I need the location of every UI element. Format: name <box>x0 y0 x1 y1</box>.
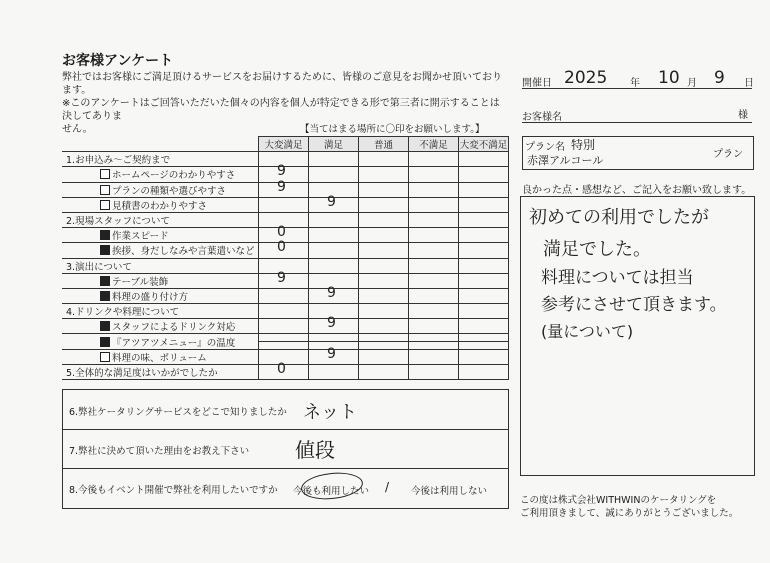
rating-cell[interactable] <box>359 152 409 167</box>
handwritten-mark: 9 <box>327 315 336 332</box>
rating-table <box>62 136 509 380</box>
form-title: お客様アンケート <box>62 53 174 69</box>
rating-cell[interactable] <box>259 288 309 303</box>
rating-row-text: 料理の味、ボリューム <box>112 352 207 364</box>
rating-row-text: 3.演出について <box>66 261 132 273</box>
intro-line-3: せん。 <box>62 124 93 135</box>
rating-row-label <box>62 364 259 379</box>
plan-label: プラン名 <box>525 142 565 153</box>
rating-row-text: 4.ドリンクや料理について <box>66 307 180 319</box>
rating-header: 大変不満足 <box>459 137 509 152</box>
rating-cell[interactable] <box>309 315 359 334</box>
rating-cell[interactable] <box>259 178 309 197</box>
rating-row-label <box>62 273 259 288</box>
rating-cell[interactable] <box>359 197 409 212</box>
rating-row-label <box>62 288 259 303</box>
checkbox-icon <box>100 245 110 255</box>
rating-cell[interactable] <box>459 349 509 364</box>
month-unit: 月 <box>687 78 697 89</box>
day-unit: 日 <box>744 78 754 89</box>
rating-cell[interactable] <box>459 319 509 334</box>
rating-row-label <box>62 334 259 349</box>
rating-header: 満足 <box>309 137 359 152</box>
checkbox-icon <box>100 185 110 195</box>
rating-row-text: テーブル装飾 <box>112 276 169 288</box>
rating-cell[interactable] <box>309 152 359 167</box>
rating-cell[interactable] <box>309 228 359 243</box>
year-unit: 年 <box>630 78 640 89</box>
rating-cell[interactable] <box>309 167 359 182</box>
rating-cell[interactable] <box>359 334 409 349</box>
date-day[interactable]: 9 <box>714 68 725 88</box>
checkbox-icon <box>100 200 110 210</box>
rating-cell[interactable] <box>309 284 359 303</box>
date-field <box>522 68 754 89</box>
question-7-answer[interactable]: 値段 <box>295 438 335 462</box>
rating-cell[interactable] <box>459 167 509 182</box>
strike-line <box>409 341 458 342</box>
rating-cell[interactable] <box>359 273 409 288</box>
rating-row-text: スタッフによるドリンク対応 <box>112 322 236 334</box>
rating-cell[interactable] <box>409 243 459 258</box>
strike-line <box>359 341 408 342</box>
rating-row-text: 『アツアツメニュー』の温度 <box>112 337 236 349</box>
rating-row-label <box>62 167 259 182</box>
rating-cell[interactable] <box>409 288 459 303</box>
rating-item-row <box>62 197 509 212</box>
checkbox-icon <box>100 337 110 347</box>
rating-section-row <box>62 304 509 319</box>
comments-box[interactable] <box>520 196 755 476</box>
rating-row-label <box>62 319 259 334</box>
rating-cell[interactable] <box>459 273 509 288</box>
rating-cell[interactable] <box>409 212 459 227</box>
rating-cell[interactable] <box>309 258 359 273</box>
rating-section-row <box>62 364 509 379</box>
handwritten-mark: 9 <box>277 163 286 180</box>
question-6-answer[interactable]: ネット <box>303 402 357 423</box>
rating-cell[interactable] <box>409 182 459 197</box>
strike-line <box>309 341 358 342</box>
rating-cell[interactable] <box>459 152 509 167</box>
rating-cell[interactable] <box>359 319 409 334</box>
handwritten-mark: 9 <box>327 284 336 301</box>
rating-row-label <box>62 197 259 212</box>
rating-cell[interactable] <box>359 258 409 273</box>
rating-cell[interactable] <box>409 197 459 212</box>
rating-cell[interactable] <box>459 212 509 227</box>
rating-cell[interactable] <box>409 334 459 349</box>
rating-row-text: プランの種類や選びやすさ <box>112 185 227 197</box>
rating-cell[interactable] <box>309 243 359 258</box>
rating-header-row <box>62 137 509 152</box>
rating-cell[interactable] <box>309 212 359 227</box>
rating-cell[interactable] <box>309 364 359 379</box>
question-8-label: 8.今後もイベント開催で弊社を利用したいですか <box>69 485 278 496</box>
checkbox-icon <box>100 276 110 286</box>
rating-cell[interactable] <box>359 304 409 319</box>
rating-header: 大変満足 <box>259 137 309 152</box>
comment-line: 満足でした。 <box>543 239 651 260</box>
customer-name-field[interactable] <box>522 108 752 123</box>
option-separator: / <box>385 480 390 494</box>
rating-cell[interactable] <box>359 228 409 243</box>
rating-row-text: 見積書のわかりやすさ <box>112 200 208 212</box>
rating-cell[interactable] <box>459 304 509 319</box>
rating-cell[interactable] <box>409 349 459 364</box>
rating-cell[interactable] <box>409 273 459 288</box>
rating-row-label <box>62 243 259 258</box>
handwritten-mark: 9 <box>327 193 336 210</box>
plan-field[interactable] <box>522 136 754 170</box>
rating-row-label <box>62 212 259 227</box>
plan-suffix: プラン <box>713 149 743 160</box>
checkbox-icon <box>100 291 110 301</box>
rating-cell[interactable] <box>259 319 309 334</box>
rating-cell[interactable] <box>259 304 309 319</box>
questions-box <box>62 389 509 509</box>
rating-row-label <box>62 228 259 243</box>
rating-cell[interactable] <box>359 349 409 364</box>
rating-row-label <box>62 304 259 319</box>
rating-row-text: 1.お申込み～ご契約まで <box>66 155 171 167</box>
customer-suffix: 様 <box>738 110 748 121</box>
question-7-label: 7.弊社に決めて頂いた理由をお教え下さい <box>69 446 250 457</box>
handwritten-mark: 0 <box>277 360 286 377</box>
rating-cell[interactable] <box>459 197 509 212</box>
option-continue-use[interactable]: 今後も利用したい <box>293 486 370 497</box>
rating-cell[interactable] <box>409 304 459 319</box>
rating-cell[interactable] <box>259 239 309 258</box>
rating-cell[interactable] <box>309 193 359 212</box>
rating-cell[interactable] <box>459 364 509 379</box>
rating-cell[interactable] <box>259 269 309 288</box>
rating-cell[interactable] <box>459 258 509 273</box>
rating-cell[interactable] <box>359 288 409 303</box>
checkbox-icon <box>100 321 110 331</box>
customer-label: お客様名 <box>522 112 562 123</box>
handwritten-mark: 9 <box>327 345 336 362</box>
handwritten-mark: 0 <box>277 224 286 241</box>
rating-item-row <box>62 273 509 288</box>
comments-label: 良かった点・感想など、ご記入をお願い致します。 <box>522 185 752 196</box>
rating-cell[interactable] <box>359 182 409 197</box>
option-stop-use[interactable]: 今後は利用しない <box>411 486 488 497</box>
rating-cell[interactable] <box>259 360 309 379</box>
rating-cell[interactable] <box>459 288 509 303</box>
rating-cell[interactable] <box>409 228 459 243</box>
rating-item-row <box>62 182 509 197</box>
rating-row-text: 2.現場スタッフについて <box>66 216 170 228</box>
question-8-row <box>63 468 508 508</box>
rating-item-row <box>62 334 509 349</box>
strike-line <box>259 341 308 342</box>
handwritten-mark: 9 <box>277 178 286 195</box>
plan-value-line2: 赤澤アルコール <box>527 154 604 167</box>
instruction-note: 【当てはまる場所に〇印をお願いします。】 <box>300 124 485 135</box>
rating-cell[interactable] <box>459 228 509 243</box>
question-6-label: 6.弊社ケータリングサービスをどこで知りましたか <box>69 407 287 418</box>
rating-cell[interactable] <box>409 152 459 167</box>
date-label: 開催日 <box>522 78 552 89</box>
rating-cell[interactable] <box>259 197 309 212</box>
rating-row-text: 挨拶、身だしなみや言葉遣いなど <box>112 246 255 258</box>
handwritten-mark: 9 <box>277 269 286 286</box>
rating-cell[interactable] <box>359 364 409 379</box>
date-month[interactable]: 10 <box>658 68 680 88</box>
thanks-message <box>520 494 760 520</box>
thanks-line-1: この度は株式会社WITHWINのケータリングを <box>520 495 717 506</box>
comment-line: 参考にさせて頂きます。 <box>541 295 727 315</box>
strike-line <box>459 341 508 342</box>
rating-row-text: 料理の盛り付け方 <box>112 291 189 303</box>
rating-cell[interactable] <box>359 167 409 182</box>
rating-cell[interactable] <box>359 212 409 227</box>
rating-cell[interactable] <box>409 319 459 334</box>
question-6-row <box>63 390 508 430</box>
plan-value-line1: 特別 <box>571 138 596 152</box>
checkbox-icon <box>100 169 110 179</box>
rating-row-text: 作業スピード <box>112 231 169 243</box>
checkbox-icon <box>100 230 110 240</box>
rating-row-label <box>62 182 259 197</box>
intro-line-1: 弊社ではお客様にご満足頂けるサービスをお届けするために、皆様のご意見をお聞かせ頂いております。 <box>62 72 502 96</box>
rating-row-text: 5.全体的な満足度はいかがでしたか <box>66 367 218 379</box>
comment-line: 初めての利用でしたが <box>529 207 709 228</box>
checkbox-icon <box>100 352 110 362</box>
rating-cell[interactable] <box>459 182 509 197</box>
rating-cell[interactable] <box>309 345 359 364</box>
rating-header-blank <box>62 137 259 152</box>
rating-row-label <box>62 258 259 273</box>
rating-cell[interactable] <box>359 243 409 258</box>
rating-cell[interactable] <box>409 167 459 182</box>
rating-row-label <box>62 152 259 167</box>
rating-item-row <box>62 243 509 258</box>
rating-cell[interactable] <box>409 364 459 379</box>
rating-item-row <box>62 288 509 303</box>
question-7-row <box>63 429 508 469</box>
comment-line: 料理については担当 <box>541 268 694 288</box>
comment-line: (量について) <box>541 322 634 341</box>
rating-item-row <box>62 319 509 334</box>
rating-header: 不満足 <box>409 137 459 152</box>
rating-row-label <box>62 349 259 364</box>
handwritten-mark: 0 <box>277 239 286 256</box>
rating-cell[interactable] <box>459 334 509 349</box>
rating-row-text: ホームページのわかりやすさ <box>112 170 236 182</box>
rating-cell[interactable] <box>259 334 309 349</box>
rating-header: 普通 <box>359 137 409 152</box>
rating-cell[interactable] <box>409 258 459 273</box>
thanks-line-2: ご利用頂きまして、誠にありがとうございました。 <box>520 508 739 519</box>
intro-line-2: ※このアンケートはご回答いただいた個々の内容を個人が特定できる形で第三者に開示することは決してありま <box>62 98 500 122</box>
rating-cell[interactable] <box>459 243 509 258</box>
date-year[interactable]: 2025 <box>564 68 608 88</box>
